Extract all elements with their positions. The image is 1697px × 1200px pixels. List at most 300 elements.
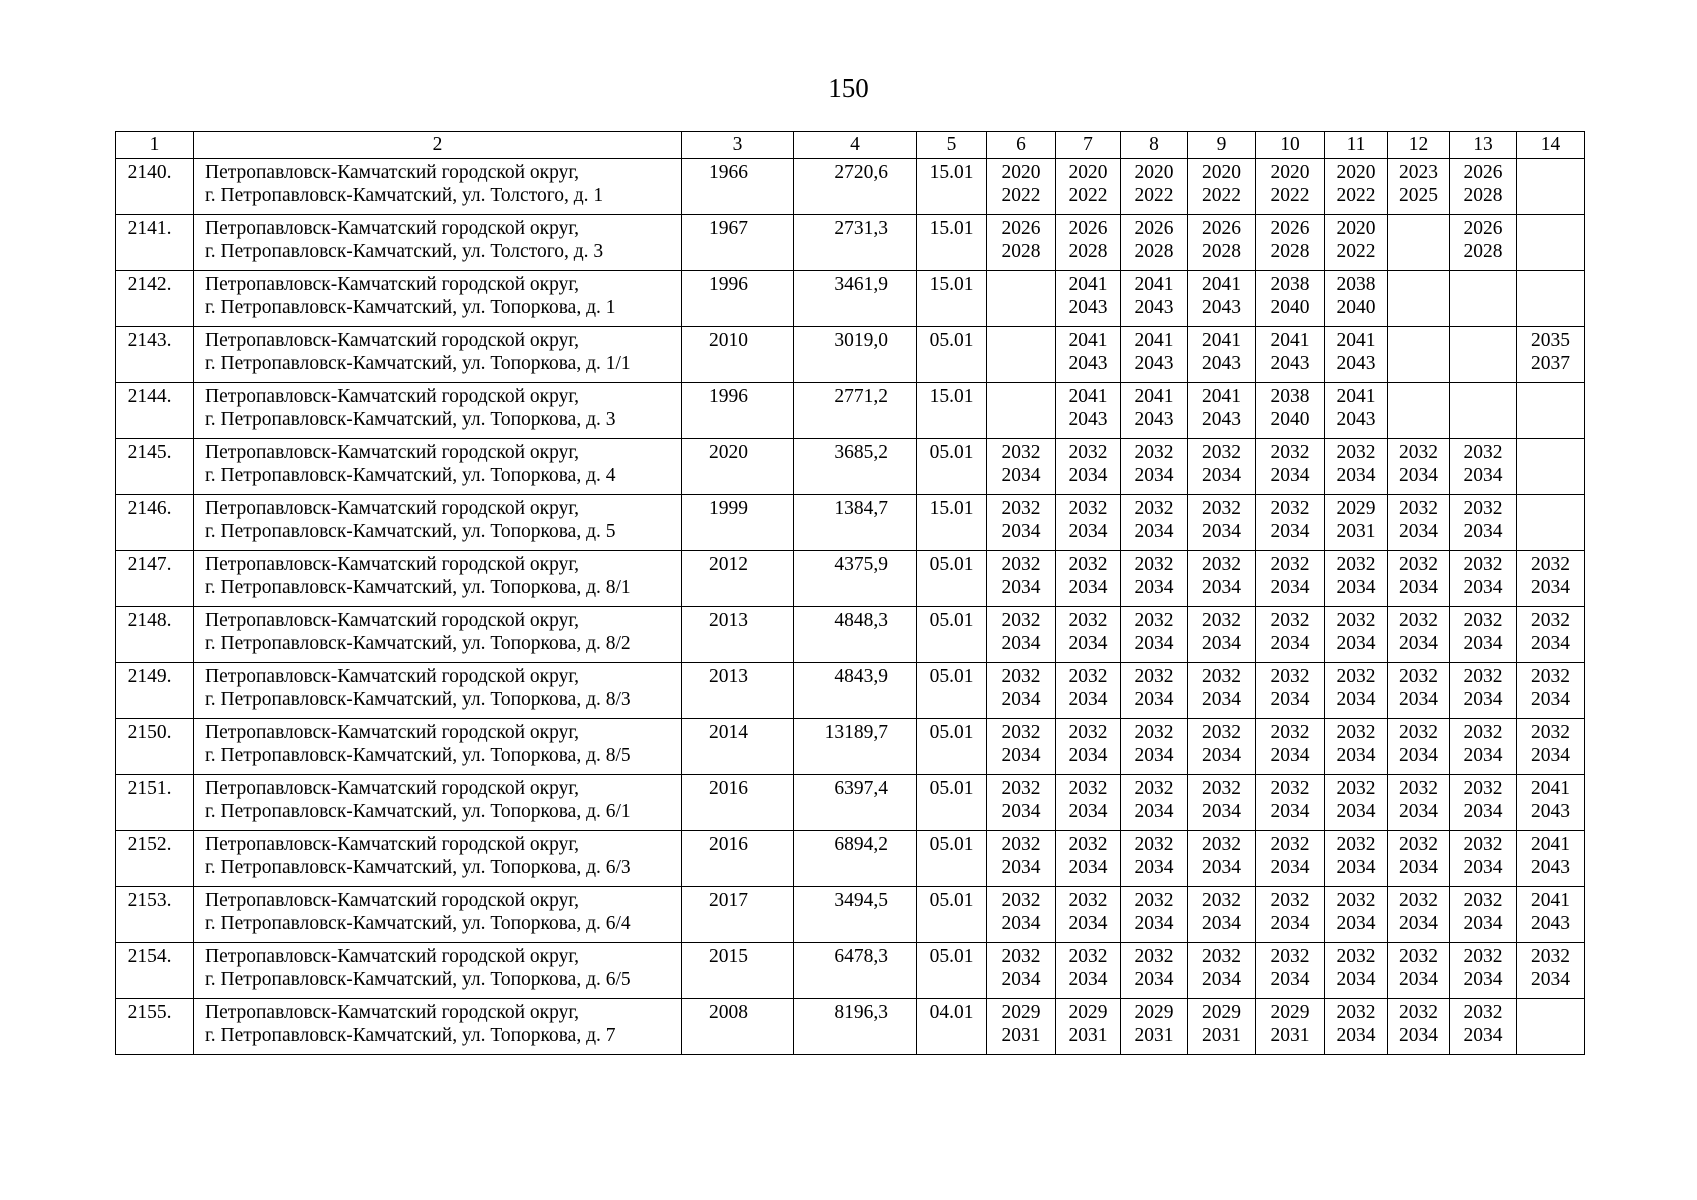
column-number-header: 4 [794,132,917,159]
address-street: г. Петропавловск-Камчатский, ул. Топоркова, д. 8/5 [205,745,631,766]
repair-period-cell [1450,943,1517,999]
period-end-year [987,296,1055,319]
period-start-year: 2032 [1068,946,1108,967]
period-end-year: 2034 [1336,857,1376,878]
period-start-year: 2032 [1463,722,1503,743]
repair-period-cell [1188,159,1256,215]
period-start-year: 2032 [1001,498,1041,519]
period-end-year: 2043 [1531,913,1570,934]
period-end-year: 2034 [1399,969,1438,990]
period-start-year: 2032 [1068,778,1108,799]
address-street: г. Петропавловск-Камчатский, ул. Топоркова, д. 1/1 [205,353,631,374]
period-end-year: 2034 [1399,857,1438,878]
repair-period-cell [1388,383,1450,439]
repair-period-cell [987,775,1056,831]
repair-period-cell [1388,719,1450,775]
period-end-year: 2043 [1068,353,1108,374]
period-end-year: 2028 [1463,241,1503,262]
period-end-year: 2034 [1463,745,1503,766]
repair-period-cell [1056,439,1121,495]
code-cell [917,831,987,887]
area-cell [794,607,917,663]
address-street: г. Петропавловск-Камчатский, ул. Топоркова, д. 8/1 [205,577,631,598]
period-end-year: 2034 [1463,801,1503,822]
period-start-year: 2032 [1270,722,1310,743]
period-start-year: 2041 [1202,386,1241,407]
period-end-year: 2034 [1531,969,1570,990]
repair-period-cell [1388,775,1450,831]
repair-period-cell [1450,383,1517,439]
period-start-year: 2029 [1134,1002,1174,1023]
build-year: 1999 [709,498,748,519]
period-start-year: 2032 [1463,1002,1503,1023]
repair-period-cell [1517,999,1585,1055]
build-year-cell [682,831,794,887]
period-end-year: 2031 [1068,1025,1108,1046]
build-year-cell [682,999,794,1055]
build-year-cell [682,663,794,719]
repair-period-cell [1256,215,1325,271]
repair-period-cell [1188,831,1256,887]
repair-period-cell [1325,495,1388,551]
repair-period-cell [1256,439,1325,495]
period-start-year: 2020 [1336,162,1376,183]
period-end-year: 2034 [1134,633,1174,654]
period-end-year: 2031 [1270,1025,1310,1046]
build-year: 1996 [709,274,748,295]
code-cell [917,551,987,607]
period-end-year: 2034 [1336,689,1376,710]
address-cell [194,383,682,439]
row-number-cell [116,271,194,327]
period-end-year: 2034 [1202,857,1241,878]
build-year: 2010 [709,330,748,351]
period-start-year: 2032 [1270,834,1310,855]
period-start-year: 2032 [1463,610,1503,631]
table-row [116,943,1585,999]
repair-period-cell [1450,663,1517,719]
period-end-year: 2034 [1134,801,1174,822]
build-year: 1996 [709,386,748,407]
period-end-year: 2034 [1068,689,1108,710]
repair-period-cell [1450,775,1517,831]
repair-period-cell [1388,439,1450,495]
repair-period-cell [1056,887,1121,943]
repair-period-cell [1388,495,1450,551]
address-district: Петропавловск-Камчатский городской округ, [205,498,580,519]
period-end-year: 2034 [1463,465,1503,486]
row-number: 2141. [127,218,172,239]
repair-period-cell [1188,663,1256,719]
repair-period-cell [1256,663,1325,719]
period-end-year: 2034 [1463,521,1503,542]
period-start-year: 2032 [1336,1002,1376,1023]
repair-period-cell [1188,607,1256,663]
period-end-year: 2043 [1068,409,1108,430]
period-start-year: 2032 [1399,498,1438,519]
period-end-year: 2028 [1270,241,1310,262]
repair-period-cell [1056,775,1121,831]
period-start-year: 2032 [1531,946,1570,967]
row-number: 2143. [127,330,172,351]
repair-period-cell [1256,271,1325,327]
repair-period-cell [1188,775,1256,831]
repair-period-cell [1450,327,1517,383]
period-start-year: 2023 [1399,162,1438,183]
period-start-year: 2032 [1134,442,1174,463]
repair-period-cell [1325,831,1388,887]
address-cell [194,663,682,719]
period-end-year: 2040 [1270,409,1310,430]
build-year-cell [682,495,794,551]
period-end-year [1388,240,1449,263]
row-number-cell [116,775,194,831]
period-end-year: 2040 [1270,297,1310,318]
column-number-header: 8 [1121,132,1188,159]
table-row [116,663,1585,719]
period-end-year: 2034 [1068,521,1108,542]
period-end-year: 2034 [1463,969,1503,990]
period-start-year: 2026 [1068,218,1108,239]
period-start-year: 2026 [1202,218,1241,239]
area-cell [794,551,917,607]
period-start-year: 2032 [1336,722,1376,743]
period-start-year: 2032 [1463,554,1503,575]
area-cell [794,831,917,887]
period-end-year: 2034 [1068,577,1108,598]
address-cell [194,607,682,663]
repair-period-cell [1056,551,1121,607]
address-street: г. Петропавловск-Камчатский, ул. Топоркова, д. 8/3 [205,689,631,710]
repair-period-cell [1325,943,1388,999]
period-start-year: 2032 [1270,498,1310,519]
period-end-year [1450,296,1516,319]
row-number-cell [116,327,194,383]
period-start-year: 2032 [1399,834,1438,855]
repair-period-cell [1325,607,1388,663]
build-year: 2020 [709,442,748,463]
repair-period-cell [1517,663,1585,719]
period-end-year: 2034 [1134,689,1174,710]
period-end-year: 2034 [1001,969,1041,990]
period-start-year: 2032 [1399,442,1438,463]
period-end-year: 2034 [1336,801,1376,822]
repair-period-cell [1121,719,1188,775]
period-start-year: 2032 [1531,722,1570,743]
repair-period-cell [1056,663,1121,719]
period-end-year: 2031 [1001,1025,1041,1046]
build-year: 2017 [709,890,748,911]
row-number-cell [116,887,194,943]
building-area: 2720,6 [834,162,888,183]
period-end-year: 2043 [1270,353,1310,374]
build-year: 2012 [709,554,748,575]
area-cell [794,327,917,383]
build-year-cell [682,775,794,831]
address-street: г. Петропавловск-Камчатский, ул. Топоркова, д. 6/1 [205,801,631,822]
address-district: Петропавловск-Камчатский городской округ, [205,890,580,911]
column-number-header: 11 [1325,132,1388,159]
period-end-year [1388,408,1449,431]
building-area: 13189,7 [824,722,888,743]
category-code: 05.01 [929,610,974,631]
period-end-year: 2043 [1202,409,1241,430]
row-number: 2149. [127,666,172,687]
row-number: 2145. [127,442,172,463]
repair-period-cell [987,999,1056,1055]
period-start-year: 2032 [1068,498,1108,519]
period-end-year: 2034 [1068,857,1108,878]
period-start-year: 2020 [1336,218,1376,239]
repair-period-cell [1188,999,1256,1055]
building-area: 4848,3 [834,610,888,631]
period-start-year: 2032 [1463,834,1503,855]
period-end-year: 2034 [1270,969,1310,990]
period-end-year: 2043 [1336,409,1376,430]
category-code: 05.01 [929,946,974,967]
period-start-year [1517,217,1584,240]
repair-period-cell [1325,999,1388,1055]
period-start-year: 2032 [1202,834,1241,855]
repair-period-cell [1517,719,1585,775]
repair-period-cell [1388,159,1450,215]
table-row [116,327,1585,383]
repair-period-cell [1517,159,1585,215]
period-end-year: 2028 [1134,241,1174,262]
period-end-year: 2034 [1531,577,1570,598]
repair-period-cell [1188,551,1256,607]
period-end-year: 2034 [1270,857,1310,878]
period-start-year: 2041 [1531,834,1570,855]
period-end-year: 2034 [1134,913,1174,934]
code-cell [917,943,987,999]
code-cell [917,215,987,271]
period-start-year [1450,329,1516,352]
repair-period-cell [1517,775,1585,831]
repair-period-cell [1388,551,1450,607]
row-number: 2140. [127,162,172,183]
period-start-year: 2032 [1336,666,1376,687]
period-start-year [1517,441,1584,464]
repair-period-cell [1256,775,1325,831]
building-area: 2731,3 [834,218,888,239]
repair-period-cell [1188,271,1256,327]
repair-period-cell [987,495,1056,551]
repair-period-cell [1056,831,1121,887]
period-end-year: 2025 [1399,185,1438,206]
area-cell [794,159,917,215]
period-end-year: 2034 [1202,913,1241,934]
period-end-year: 2022 [1134,185,1174,206]
period-start-year: 2032 [1270,778,1310,799]
period-start-year: 2041 [1068,330,1108,351]
repair-period-cell [1256,999,1325,1055]
build-year: 2013 [709,610,748,631]
column-number-header: 1 [116,132,194,159]
period-end-year: 2034 [1463,633,1503,654]
period-end-year [1450,408,1516,431]
address-cell [194,831,682,887]
build-year-cell [682,271,794,327]
building-area: 8196,3 [834,1002,888,1023]
column-number-header: 10 [1256,132,1325,159]
period-start-year: 2026 [1463,218,1503,239]
period-start-year: 2032 [1463,946,1503,967]
repair-period-cell [1325,775,1388,831]
period-start-year: 2041 [1134,330,1174,351]
address-cell [194,999,682,1055]
build-year: 2016 [709,778,748,799]
period-start-year [1388,329,1449,352]
period-start-year: 2032 [1202,722,1241,743]
row-number: 2147. [127,554,172,575]
row-number-cell [116,159,194,215]
period-end-year [1517,408,1584,431]
category-code: 05.01 [929,778,974,799]
address-cell [194,551,682,607]
period-end-year: 2034 [1531,689,1570,710]
row-number-cell [116,495,194,551]
repair-period-cell [1121,327,1188,383]
repair-period-cell [1325,663,1388,719]
period-end-year: 2034 [1202,465,1241,486]
repair-period-cell [1388,887,1450,943]
building-area: 1384,7 [834,498,888,519]
column-number-header: 2 [194,132,682,159]
repair-period-cell [1121,663,1188,719]
repair-period-cell [987,663,1056,719]
period-start-year: 2032 [1463,666,1503,687]
period-start-year: 2029 [1270,1002,1310,1023]
build-year: 2013 [709,666,748,687]
period-start-year: 2032 [1068,442,1108,463]
area-cell [794,439,917,495]
period-start-year: 2032 [1399,1002,1438,1023]
period-start-year: 2029 [1068,1002,1108,1023]
address-district: Петропавловск-Камчатский городской округ, [205,162,580,183]
row-number: 2146. [127,498,172,519]
area-cell [794,663,917,719]
table-row [116,719,1585,775]
row-number: 2154. [127,946,172,967]
period-end-year: 2034 [1531,633,1570,654]
repair-period-cell [1056,271,1121,327]
period-start-year: 2026 [1463,162,1503,183]
row-number: 2142. [127,274,172,295]
row-number-cell [116,215,194,271]
category-code: 05.01 [929,722,974,743]
period-start-year: 2032 [1463,442,1503,463]
period-start-year: 2029 [1001,1002,1041,1023]
repair-period-cell [1256,607,1325,663]
address-street: г. Петропавловск-Камчатский, ул. Топоркова, д. 7 [205,1025,616,1046]
period-start-year: 2032 [1463,498,1503,519]
period-start-year: 2020 [1270,162,1310,183]
period-start-year: 2032 [1336,946,1376,967]
repair-period-cell [1056,383,1121,439]
address-district: Петропавловск-Камчатский городской округ, [205,834,580,855]
period-start-year: 2032 [1531,610,1570,631]
period-end-year: 2043 [1202,297,1241,318]
period-end-year: 2037 [1531,353,1570,374]
period-start-year: 2041 [1134,274,1174,295]
period-start-year: 2032 [1001,442,1041,463]
repair-period-cell [1188,327,1256,383]
period-end-year: 2028 [1202,241,1241,262]
period-end-year: 2028 [1001,241,1041,262]
repair-period-cell [1121,551,1188,607]
table-body [116,132,1585,1055]
repair-period-cell [987,215,1056,271]
code-cell [917,719,987,775]
period-start-year: 2032 [1202,610,1241,631]
repair-period-cell [1517,383,1585,439]
period-end-year [987,352,1055,375]
period-start-year: 2032 [1134,722,1174,743]
code-cell [917,495,987,551]
repair-period-cell [987,271,1056,327]
period-start-year [1388,385,1449,408]
period-start-year: 2032 [1134,554,1174,575]
row-number-cell [116,607,194,663]
repair-period-cell [1256,383,1325,439]
period-start-year: 2032 [1134,890,1174,911]
period-start-year [987,329,1055,352]
repair-period-cell [1121,215,1188,271]
repair-period-cell [1188,215,1256,271]
address-cell [194,159,682,215]
period-start-year: 2032 [1202,778,1241,799]
period-start-year: 2032 [1068,890,1108,911]
table-row [116,271,1585,327]
period-end-year [1517,1024,1584,1047]
period-end-year [1388,352,1449,375]
period-start-year: 2032 [1001,834,1041,855]
table-row [116,215,1585,271]
period-start-year: 2041 [1202,274,1241,295]
repair-period-cell [1256,943,1325,999]
repair-period-cell [1388,271,1450,327]
period-start-year: 2032 [1001,722,1041,743]
period-end-year: 2043 [1134,353,1174,374]
column-number-header: 3 [682,132,794,159]
repair-period-cell [1056,495,1121,551]
category-code: 05.01 [929,890,974,911]
row-number: 2152. [127,834,172,855]
repair-period-cell [1256,159,1325,215]
period-end-year: 2034 [1463,689,1503,710]
repair-period-cell [1517,607,1585,663]
address-district: Петропавловск-Камчатский городской округ, [205,1002,580,1023]
repair-period-cell [1517,439,1585,495]
period-start-year: 2032 [1270,610,1310,631]
period-start-year [1388,273,1449,296]
repair-period-cell [987,887,1056,943]
repair-period-cell [1325,551,1388,607]
repair-period-cell [987,159,1056,215]
repair-period-cell [1517,495,1585,551]
period-end-year: 2034 [1134,745,1174,766]
period-start-year: 2032 [1001,946,1041,967]
area-cell [794,775,917,831]
period-start-year [1517,161,1584,184]
period-end-year: 2034 [1270,577,1310,598]
building-area: 4375,9 [834,554,888,575]
repair-period-cell [1121,887,1188,943]
period-end-year: 2034 [1270,801,1310,822]
build-year: 2015 [709,946,748,967]
period-end-year: 2034 [1463,1025,1503,1046]
